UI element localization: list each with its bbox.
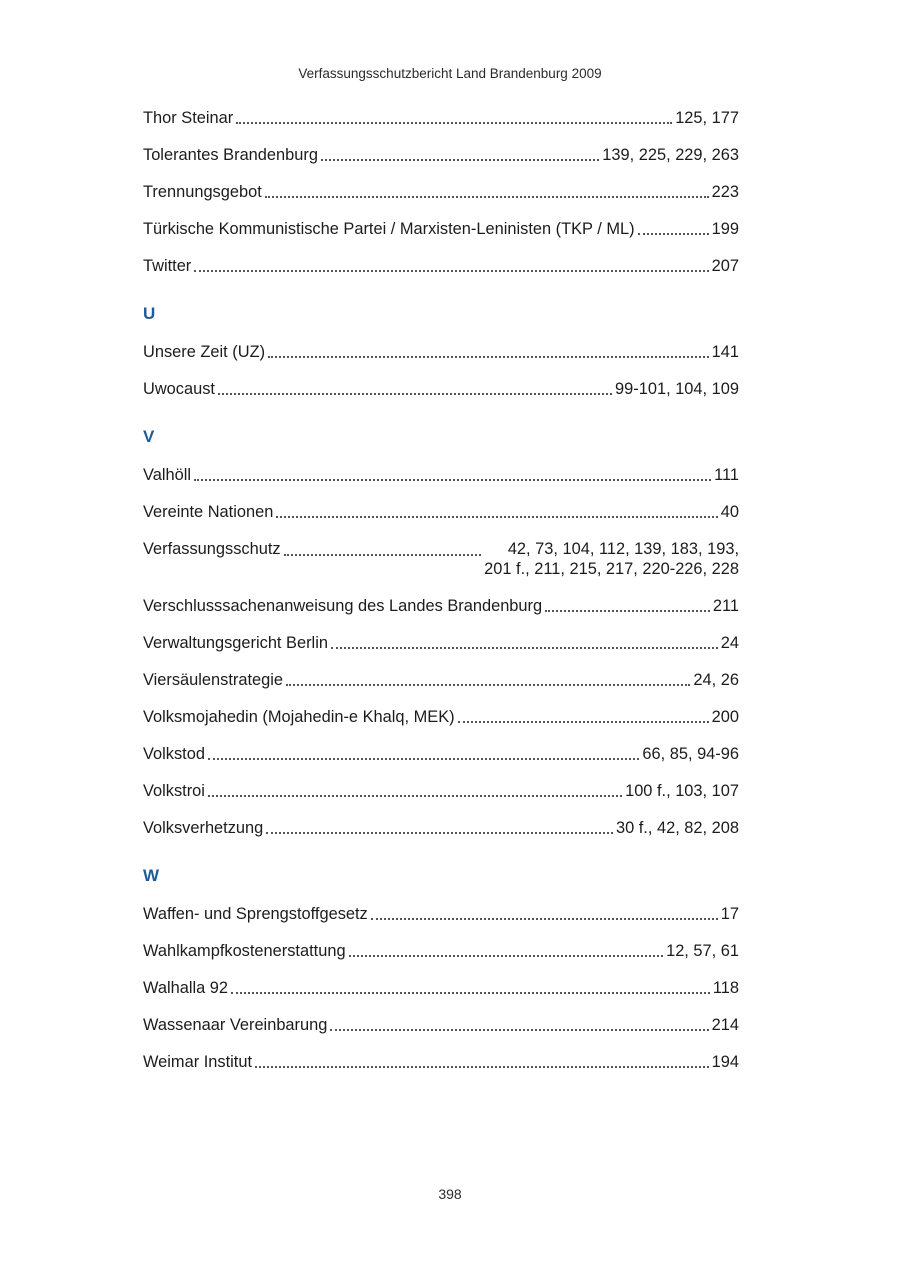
page-references	[625, 781, 739, 801]
page-reference-line: 66, 85, 94-96	[642, 745, 739, 763]
index-term: Twitter	[143, 257, 192, 275]
index-term: Weimar Institut	[143, 1053, 252, 1071]
page-references	[693, 670, 739, 690]
index-section	[143, 108, 739, 276]
index-entry	[143, 219, 739, 239]
page-reference-line: 223	[711, 183, 739, 201]
page-references	[712, 1015, 739, 1035]
dot-leader	[371, 918, 718, 920]
index-term: Waffen- und Sprengstoffgesetz	[143, 905, 368, 923]
dot-leader	[218, 393, 612, 395]
page-references	[721, 904, 739, 924]
page-references	[721, 502, 739, 522]
index-entry	[143, 904, 739, 924]
page-references	[712, 219, 739, 239]
section-letter: U	[143, 304, 156, 323]
page-references	[666, 941, 739, 961]
page-references	[721, 633, 739, 653]
index-entry	[143, 256, 739, 276]
index-term: Valhöll	[143, 466, 191, 484]
index-section	[143, 423, 739, 838]
index-term: Tolerantes Brandenburg	[143, 146, 318, 164]
dot-leader	[231, 992, 710, 994]
index-entry	[143, 707, 739, 727]
page-references	[714, 465, 739, 485]
section-letter: W	[143, 866, 160, 885]
page-references	[615, 379, 739, 399]
index-entry	[143, 1015, 739, 1035]
index-entry	[143, 744, 739, 764]
index-entry	[143, 978, 739, 998]
index-term: Volkstod	[143, 745, 205, 763]
page-reference-line: 99-101, 104, 109	[615, 380, 739, 398]
running-header: Verfassungsschutzbericht Land Brandenburg 2009	[298, 66, 602, 81]
page-reference-line: 24	[720, 634, 739, 652]
dot-leader	[208, 795, 622, 797]
index-entry	[143, 633, 739, 653]
dot-leader	[194, 270, 708, 272]
index-term: Vereinte Nationen	[143, 503, 274, 521]
page-references	[712, 182, 739, 202]
index-section	[143, 862, 739, 1072]
page-reference-line: 40	[720, 503, 739, 521]
index-entry	[143, 781, 739, 801]
index-term: Volksverhetzung	[143, 819, 264, 837]
dot-leader	[349, 955, 664, 957]
section-letter: V	[143, 427, 155, 446]
index-entry	[143, 502, 739, 522]
page-references	[484, 539, 739, 579]
page-reference-line: 141	[711, 343, 739, 361]
dot-leader	[276, 516, 717, 518]
page-reference-line: 12, 57, 61	[666, 942, 739, 960]
dot-leader	[330, 1029, 708, 1031]
index-term: Volksmojahedin (Mojahedin-e Khalq, MEK)	[143, 708, 455, 726]
page-reference-line: 100 f., 103, 107	[625, 782, 739, 800]
page-reference-line: 30 f., 42, 82, 208	[615, 819, 739, 837]
index-term: Wassenaar Vereinbarung	[143, 1016, 328, 1034]
index-term: Verfassungsschutz	[143, 540, 281, 558]
index-entry	[143, 670, 739, 690]
dot-leader	[284, 554, 482, 556]
page-reference-line: 17	[720, 905, 739, 923]
index-entry	[143, 596, 739, 616]
page-reference-line: 211	[712, 597, 739, 615]
page-references	[642, 744, 739, 764]
dot-leader	[321, 159, 599, 161]
index-entry	[143, 539, 739, 579]
page-reference-line: 139, 225, 229, 263	[602, 146, 739, 164]
index-entry	[143, 465, 739, 485]
page-references	[616, 818, 739, 838]
page-number: 398	[438, 1186, 462, 1202]
index-entry	[143, 379, 739, 399]
dot-leader	[331, 647, 718, 649]
page-references	[713, 978, 739, 998]
page-reference-line: 199	[711, 220, 739, 238]
dot-leader	[194, 479, 711, 481]
dot-leader	[545, 610, 710, 612]
page-references	[712, 1052, 739, 1072]
dot-leader	[638, 233, 709, 235]
index-entry	[143, 108, 739, 128]
index-term: Uwocaust	[143, 380, 215, 398]
dot-leader	[255, 1066, 709, 1068]
index-term: Thor Steinar	[143, 109, 234, 127]
dot-leader	[266, 832, 613, 834]
index-entry	[143, 818, 739, 838]
page-reference-line: 207	[711, 257, 739, 275]
page-references	[675, 108, 739, 128]
page-references	[712, 256, 739, 276]
page-reference-line: 24, 26	[693, 671, 739, 689]
page-reference-line: 214	[711, 1016, 739, 1034]
page-reference-line: 118	[712, 979, 739, 997]
index-term: Verwaltungsgericht Berlin	[143, 634, 328, 652]
page-references	[602, 145, 739, 165]
dot-leader	[286, 684, 690, 686]
index-term: Türkische Kommunistische Partei / Marxisten-Leninisten (TKP / ML)	[143, 220, 635, 238]
dot-leader	[268, 356, 709, 358]
index-term: Wahlkampfkostenerstattung	[143, 942, 346, 960]
page-references	[712, 707, 739, 727]
page-reference-line: 125, 177	[675, 109, 739, 127]
page-reference-line: 201 f., 211, 215, 217, 220-226, 228	[484, 560, 739, 578]
dot-leader	[458, 721, 709, 723]
index-entry	[143, 182, 739, 202]
index-term: Walhalla 92	[143, 979, 229, 997]
index-term: Viersäulenstrategie	[143, 671, 284, 689]
dot-leader	[208, 758, 639, 760]
dot-leader	[265, 196, 709, 198]
index-section	[143, 300, 739, 399]
index-list	[143, 108, 739, 1096]
page-reference-line: 194	[711, 1053, 739, 1071]
dot-leader	[236, 122, 672, 124]
index-term: Verschlusssachenanweisung des Landes Brandenburg	[143, 597, 543, 615]
index-term: Trennungsgebot	[143, 183, 262, 201]
index-entry	[143, 342, 739, 362]
index-entry	[143, 1052, 739, 1072]
page-references	[712, 342, 739, 362]
index-entry	[143, 145, 739, 165]
index-term: Unsere Zeit (UZ)	[143, 343, 266, 361]
page-reference-line: 200	[711, 708, 739, 726]
page-references	[713, 596, 739, 616]
index-entry	[143, 941, 739, 961]
page-reference-line: 42, 73, 104, 112, 139, 183, 193,	[507, 540, 739, 558]
index-term: Volkstroi	[143, 782, 205, 800]
page-reference-line: 111	[714, 466, 739, 484]
